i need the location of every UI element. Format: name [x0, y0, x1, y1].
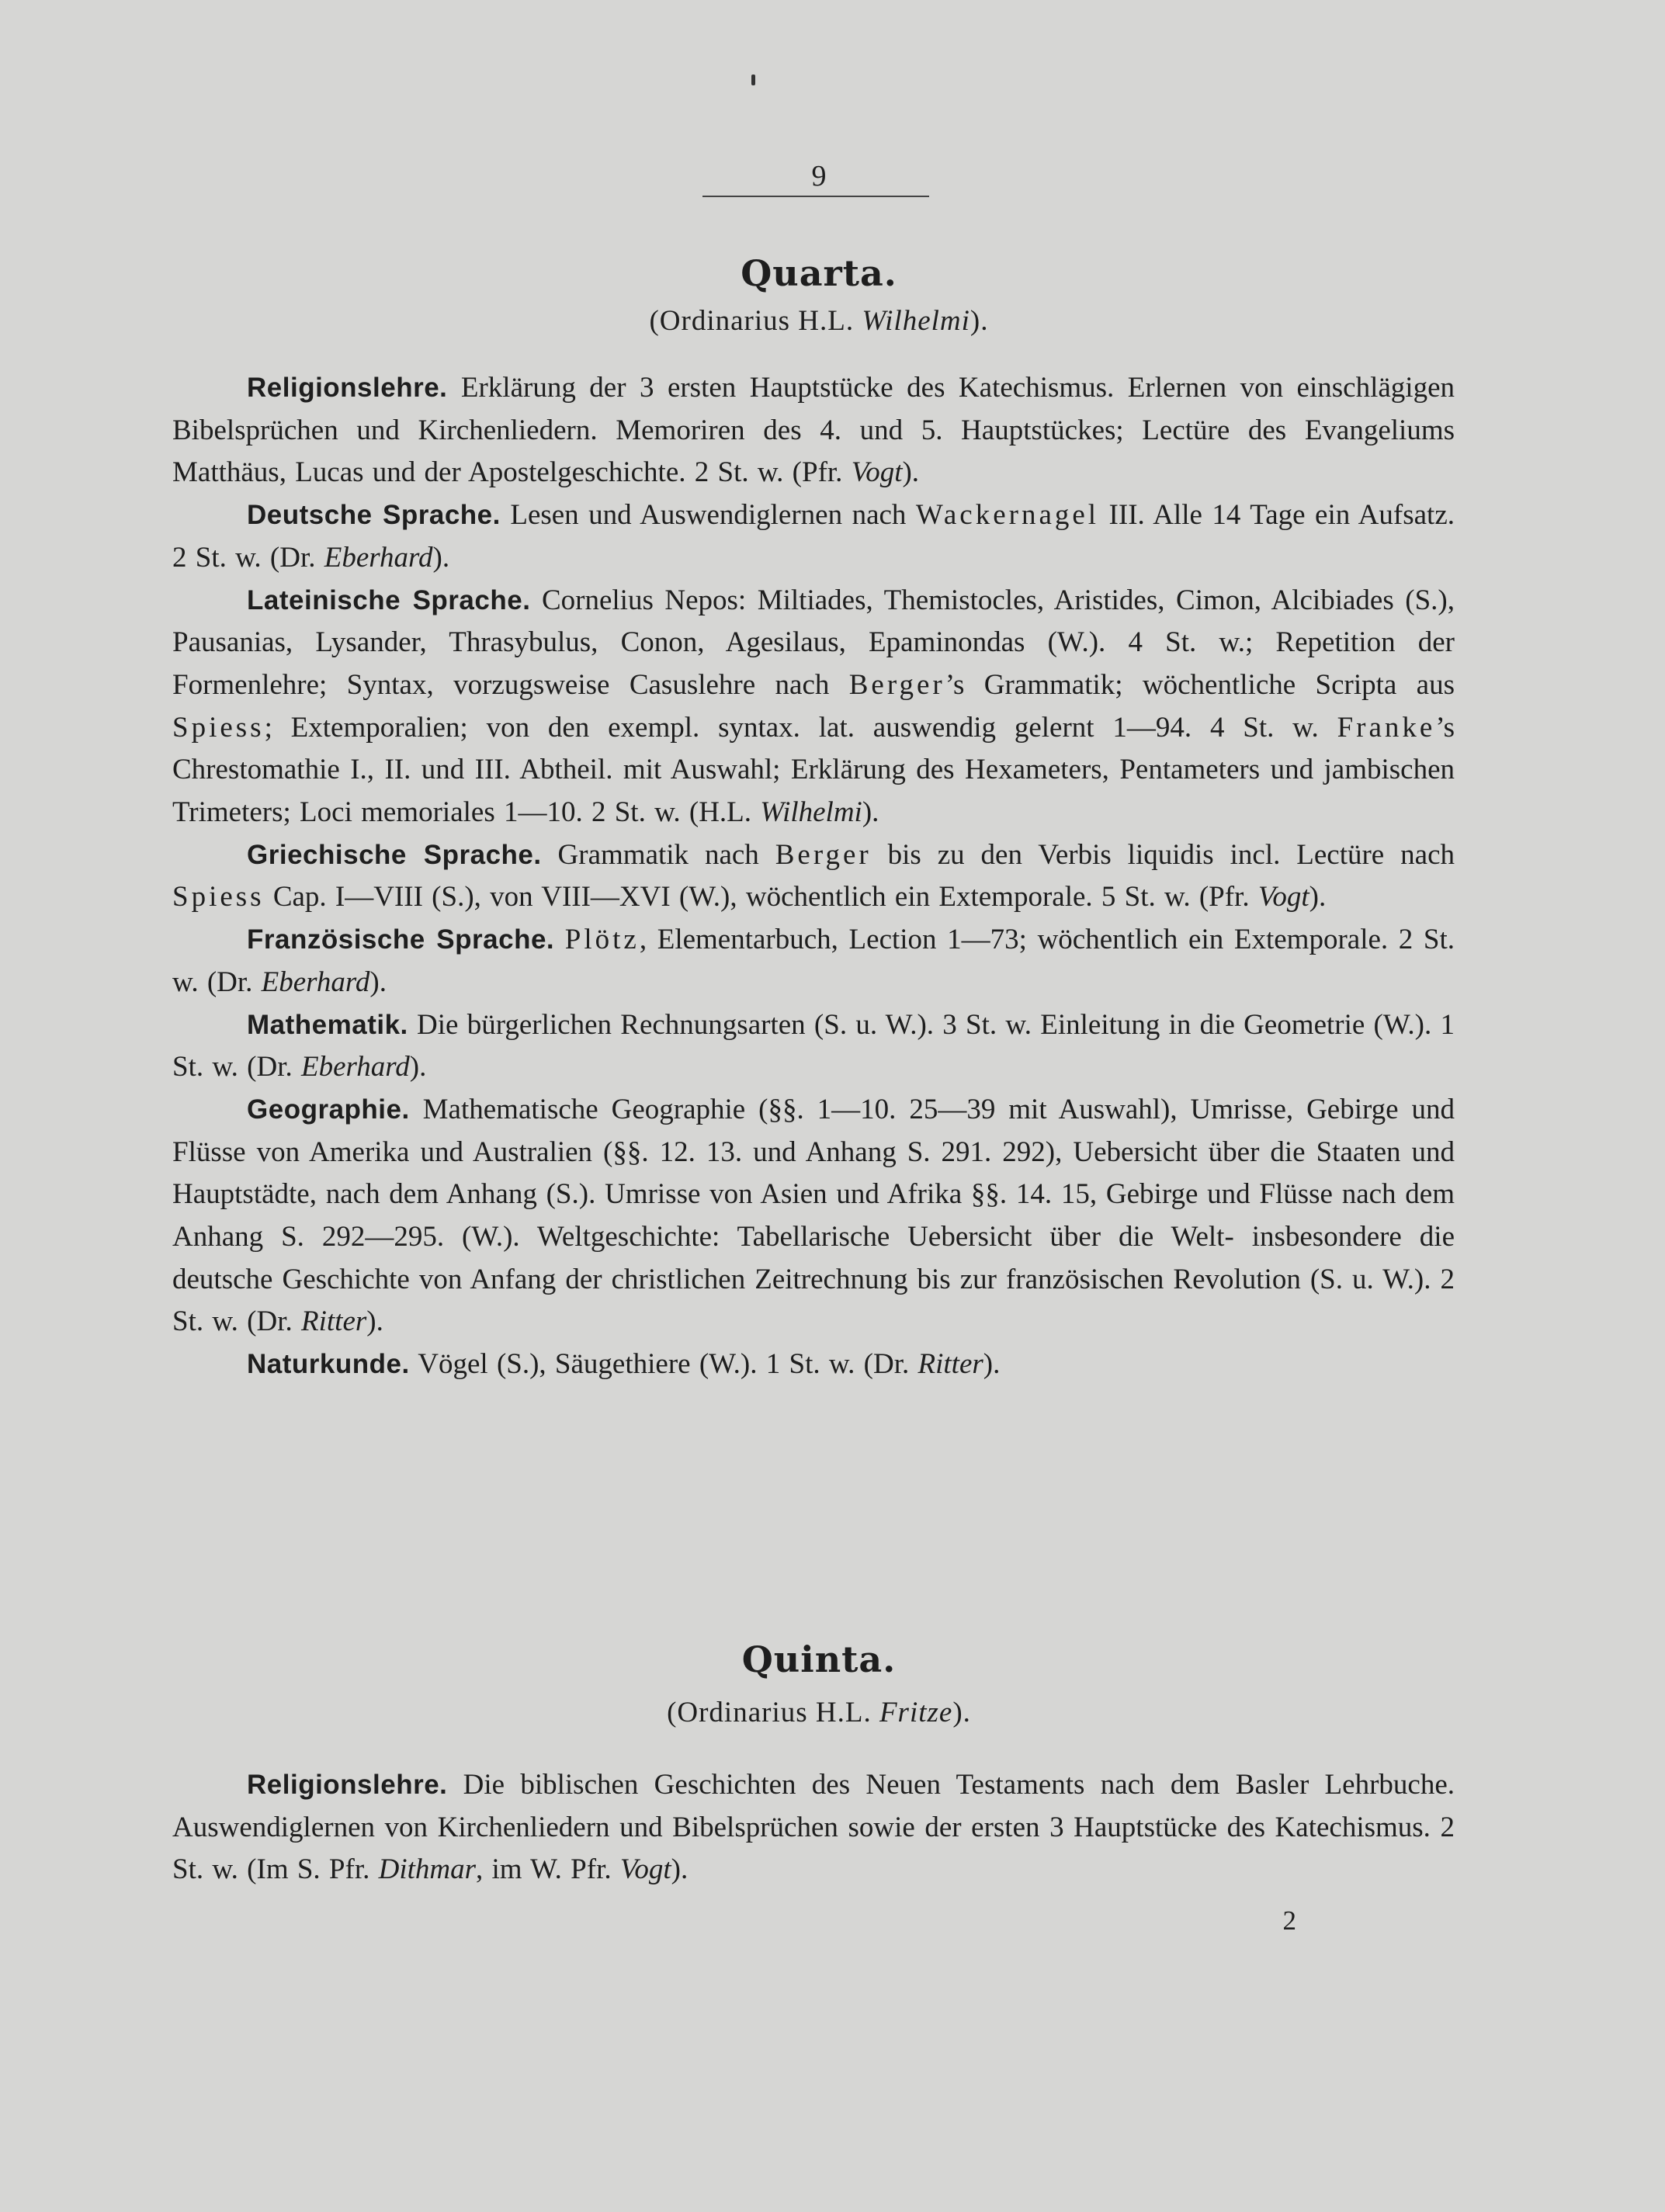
teacher-name: Ritter — [301, 1305, 367, 1338]
subject-text: ’s Grammatik; wöchentliche Scripta aus — [945, 668, 1455, 701]
subject-label: Lateinische Sprache. — [247, 584, 531, 615]
spaced-name: Spiess — [172, 881, 265, 914]
spaced-name: Franke — [1337, 711, 1436, 744]
teacher-name: Eberhard — [301, 1051, 410, 1083]
spaced-name: Berger — [848, 668, 945, 701]
ordinarius-prefix: (Ordinarius H.L. — [649, 305, 855, 337]
subject-text: ). — [409, 1051, 427, 1083]
teacher-name: Eberhard — [324, 541, 433, 574]
section-title-quinta: Quinta. — [741, 1638, 897, 1680]
quarta-subjects — [172, 367, 1455, 1386]
subject-text: Die bürgerlichen Rechnungsarten (S. u. W.). 3 St. w. Einleitung in die Geometrie (W.). 1 St. w. (Dr. — [172, 1008, 1455, 1083]
print-speck — [751, 75, 755, 85]
header-rule — [702, 196, 929, 197]
spaced-name: Plötz — [564, 924, 640, 956]
subject-paragraph — [172, 919, 1455, 1004]
subject-paragraph — [172, 1343, 1455, 1386]
subject-paragraph — [172, 1004, 1455, 1089]
ordinarius-quinta — [0, 1696, 1638, 1729]
subject-text: Die biblischen Geschichten des Neuen Testaments nach dem Basler Lehrbuche. Auswendiglernen von Kirchenliedern und Bibelsprüchen sowie der ersten 3 Hauptstücke des Katechismus. 2 St. w. (Im S. Pfr. — [172, 1769, 1455, 1886]
subject-label: Griechische Sprache. — [247, 839, 542, 870]
subject-text: ). — [902, 456, 920, 489]
subject-text: , Elementarbuch, Lection 1—73; wöchentlich ein Extemporale. 2 St. w. (Dr. — [172, 924, 1455, 998]
subject-text: ). — [862, 796, 879, 829]
subject-paragraph — [172, 494, 1455, 579]
teacher-name: Vogt — [851, 456, 903, 489]
subject-label: Mathematik. — [247, 1009, 408, 1040]
spaced-name: Spiess — [172, 711, 265, 744]
subject-label: Deutsche Sprache. — [247, 500, 501, 531]
ordinarius-name: Wilhelmi — [862, 305, 970, 337]
subject-text: Grammatik nach — [541, 838, 775, 871]
ordinarius-prefix: (Ordinarius H.L. — [667, 1697, 872, 1728]
subject-text: Erklärung der 3 ersten Hauptstücke des Katechismus. Erlernen von einschlägigen Bibelsprüchen und Kirchenliedern. Memoriren des 4. und 5. Hauptstückes; Lectüre des Evangeliums Matthäus, Lucas und der Apostelgeschichte. 2 St. w. (Pfr. — [172, 372, 1455, 489]
teacher-name: Vogt — [1257, 881, 1309, 914]
subject-text: Mathematische Geographie (§§. 1—10. 25—39 mit Auswahl), Umrisse, Gebirge und Flüsse von Amerika und Australien (§§. 12. 13. und Anhang S. 291. 292), Uebersicht über die Staaten und Hauptstädte, nach dem Anhang (S.). Umrisse von Asien und Afrika §§. 14. 15, Gebirge und Flüsse nach dem Anhang S. 292—295. (W.). Weltgeschichte: Tabellarische Uebersicht über die Welt- insbesondere die deutsche Geschichte von Anfang der christlichen Zeitrechnung bis zur französischen Revolution (S. u. W.). 2 St. w. (Dr. — [172, 1093, 1455, 1338]
subject-text — [554, 924, 565, 955]
subject-paragraph — [172, 367, 1455, 494]
subject-text: ). — [983, 1348, 1001, 1381]
teacher-name: Wilhelmi — [760, 796, 862, 829]
subject-label: Französische Sprache. — [247, 924, 555, 955]
spaced-name: Wackernagel — [915, 499, 1100, 532]
subject-text: ’s Chrestomathie I., II. und III. Abtheil. mit Auswahl; Erklärung des Hexameters, Pentameters und jambischen Trimeters; Loci memoriales 1—10. 2 St. w. (H.L. — [172, 711, 1455, 829]
subject-text: bis zu den Verbis liquidis incl. Lectüre nach — [871, 838, 1455, 871]
ordinarius-suffix: ). — [952, 1697, 971, 1728]
subject-paragraph — [172, 1089, 1455, 1343]
subject-text: Cap. I—VIII (S.), von VIII—XVI (W.), wöchentlich ein Extemporale. 5 St. w. (Pfr. — [264, 881, 1258, 914]
subject-text: ). — [671, 1853, 689, 1886]
subject-paragraph — [172, 1764, 1455, 1891]
teacher-name: Eberhard — [261, 966, 370, 998]
subject-text: ). — [432, 541, 450, 574]
teacher-name: Vogt — [619, 1853, 671, 1886]
subject-label: Religionslehre. — [247, 373, 448, 403]
subject-label: Geographie. — [247, 1094, 410, 1125]
subject-text: ; Extemporalien; von den exempl. syntax. lat. auswendig gelernt 1—94. 4 St. w. — [264, 711, 1337, 744]
subject-text: ). — [1309, 881, 1327, 914]
teacher-name: Ritter — [917, 1348, 983, 1381]
subject-text: ). — [369, 966, 387, 998]
quinta-subjects — [172, 1764, 1455, 1891]
ordinarius-quarta — [0, 304, 1638, 338]
subject-text: Cornelius Nepos: Miltiades, Themistocles, Aristides, Cimon, Alcibiades (S.), Pausanias, Lysander, Thrasybulus, Conon, Agesilaus, Epaminondas (W.). 4 St. w.; Repetition der Formenlehre; Syntax, vorzugsweise Casuslehre nach — [172, 584, 1455, 701]
subject-paragraph — [172, 580, 1455, 834]
spaced-name: Berger — [775, 838, 872, 871]
subject-text: ). — [366, 1305, 383, 1338]
section-title-quarta: Quarta. — [741, 252, 897, 294]
subject-paragraph — [172, 834, 1455, 919]
subject-label: Religionslehre. — [247, 1770, 448, 1800]
page-number: 9 — [811, 160, 827, 192]
ordinarius-name: Fritze — [879, 1697, 953, 1728]
subject-label: Naturkunde. — [247, 1349, 410, 1380]
ordinarius-suffix: ). — [970, 305, 989, 337]
teacher-name: Dithmar — [378, 1853, 477, 1886]
subject-text: , im W. Pfr. — [476, 1853, 620, 1886]
subject-text: III. Alle 14 Tage ein Aufsatz. 2 St. w. (Dr. — [172, 499, 1455, 574]
subject-text: Vögel (S.), Säugethiere (W.). 1 St. w. (Dr. — [409, 1348, 918, 1381]
signature-mark: 2 — [1282, 1905, 1296, 1936]
subject-text: Lesen und Auswendiglernen nach — [500, 499, 916, 532]
